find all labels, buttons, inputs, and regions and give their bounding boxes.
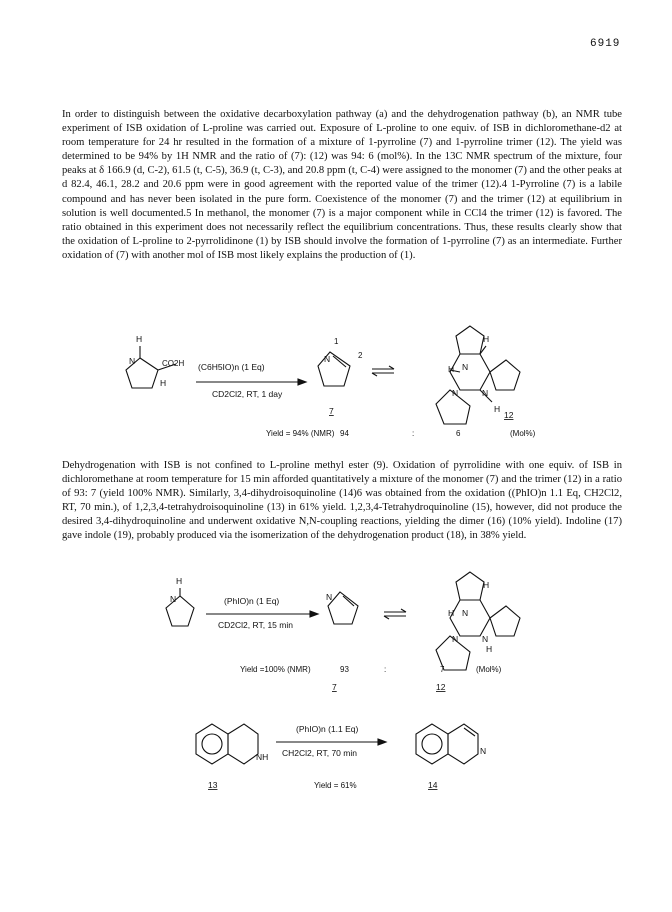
- conditions-2: CD2Cl2, RT, 15 min: [218, 620, 293, 630]
- atom-n: N: [482, 634, 489, 644]
- position-2: 2: [358, 351, 363, 360]
- atom-h: H: [160, 378, 167, 388]
- compound-7-label: 7: [332, 682, 337, 692]
- atom-n: N: [482, 388, 489, 398]
- atom-n: N: [480, 746, 487, 756]
- page-number: 6919: [590, 38, 621, 50]
- atom-h: H: [448, 364, 455, 374]
- atom-h: H: [494, 404, 501, 414]
- atom-h: H: [136, 334, 143, 344]
- compound-13-label: 13: [208, 780, 218, 790]
- ratio-monomer: 94: [340, 429, 349, 438]
- ratio-trimer: 6: [456, 429, 461, 438]
- yield-1: Yield = 94% (NMR): [266, 429, 335, 438]
- compound-14-label: 14: [428, 780, 438, 790]
- ratio-unit: (Mol%): [510, 429, 536, 438]
- compound-12-label: 12: [436, 682, 446, 692]
- atom-n: N: [452, 634, 459, 644]
- atom-n: N: [129, 356, 136, 366]
- atom-n: N: [324, 354, 331, 364]
- atom-h: H: [483, 580, 490, 590]
- ratio-separator: :: [384, 665, 387, 674]
- co2h-group: CO2H: [162, 359, 185, 368]
- atom-h: H: [176, 576, 183, 586]
- ratio-trimer: 7: [440, 665, 445, 674]
- atom-h: H: [483, 334, 490, 344]
- conditions-3: CH2Cl2, RT, 70 min: [282, 748, 357, 758]
- compound-12-label: 12: [504, 410, 514, 420]
- conditions-1: CD2Cl2, RT, 1 day: [212, 389, 283, 399]
- yield-3: Yield = 61%: [314, 781, 357, 790]
- reagent-2: (PhIO)n (1 Eq): [224, 596, 280, 606]
- atom-h: H: [448, 608, 455, 618]
- ratio-unit: (Mol%): [476, 665, 502, 674]
- atom-n: N: [452, 388, 459, 398]
- reagent-3: (PhIO)n (1.1 Eq): [296, 724, 359, 734]
- reaction-scheme-2: [0, 570, 672, 698]
- atom-n: N: [326, 592, 333, 602]
- reaction-scheme-1: [0, 320, 672, 455]
- atom-nh: NH: [256, 752, 269, 762]
- atom-h: H: [486, 644, 493, 654]
- atom-n: N: [170, 594, 177, 604]
- compound-7-label: 7: [329, 406, 334, 416]
- ratio-separator: :: [412, 429, 415, 438]
- reaction-scheme-3: [0, 708, 672, 808]
- atom-n: N: [462, 608, 469, 618]
- position-1: 1: [334, 337, 339, 346]
- ratio-monomer: 93: [340, 665, 349, 674]
- yield-2: Yield =100% (NMR): [240, 665, 311, 674]
- body-paragraph-2: Dehydrogenation with ISB is not confined to L-proline methyl ester (9). Oxidation of pyrrolidine with one equiv. of ISB in dichloromethane at room temperature for 15 min afforded quantitatively a mixture of the monomer (7) and the trimer (12) in a ratio of 93: 7 (yield 100% NMR). Similarly, 3,4-dihydroisoquinoline (14)6 was obtained from the oxidation ((PhIO)n 1.1 Eq, CH2Cl2, RT, 70 min.), of 1,2,3,4-tetrahydroisoquinoline (13) in 61% yield. 1,2,3,4-Tetrahydroquinoline (15), however, did not produce the desired 3,4-dihydroquinoline and underwent oxidative N,N-coupling reactions, yielding the dimer (16) (10% yield). Indoline (17) gave indole (19), probably produced via the isomerization of the dehydrogenation product (18), in 38% yield.: [62, 460, 622, 542]
- atom-n: N: [462, 362, 469, 372]
- body-paragraph-1: In order to distinguish between the oxidative decarboxylation pathway (a) and the dehydrogenation pathway (b), an NMR tube experiment of ISB oxidation of L-proline was carried out. Exposure of L-proline to one equiv. of ISB in dichloromethane-d2 at room temperature for 24 hr resulted in the formation of a mixture of 1-pyrroline (7) and 1-pyrroline trimer (12). The yield was determined to be 94% by 1H NMR and the ratio of (7): (12) was 94: 6 (mol%). In the 13C NMR spectrum of the mixture, four peaks at δ 166.9 (d, C-2), 61.5 (t, C-5), 36.9 (t, C-3), and 20.8 ppm (t, C-4) were assigned to the monomer (7) and the other peaks at d 82.4, 46.1, 28.2 and 20.6 ppm were in good agreement with the reported value of the trimer (12).4 1-Pyrroline (7) is a labile compound and has never been isolated in the pure form. Coexistence of the monomer (7) and the trimer (12) at equilibrium in solution is well documented.5 In methanol, the monomer (7) is a major component while in CCl4 the trimer (12) is favored. The ratio obtained in this experiment does not necessarily reflect the equilibrium concentrations. Thus, these results clearly show that the oxidation of L-proline to 2-pyrrolidinone (1) by ISB should involve the formation of 1-pyrroline (7) as an intermediate. Further oxidation of (7) with another mol of ISB most likely explains the production of (1).: [62, 109, 622, 261]
- reagent-1: (C6H5IO)n (1 Eq): [198, 362, 265, 372]
